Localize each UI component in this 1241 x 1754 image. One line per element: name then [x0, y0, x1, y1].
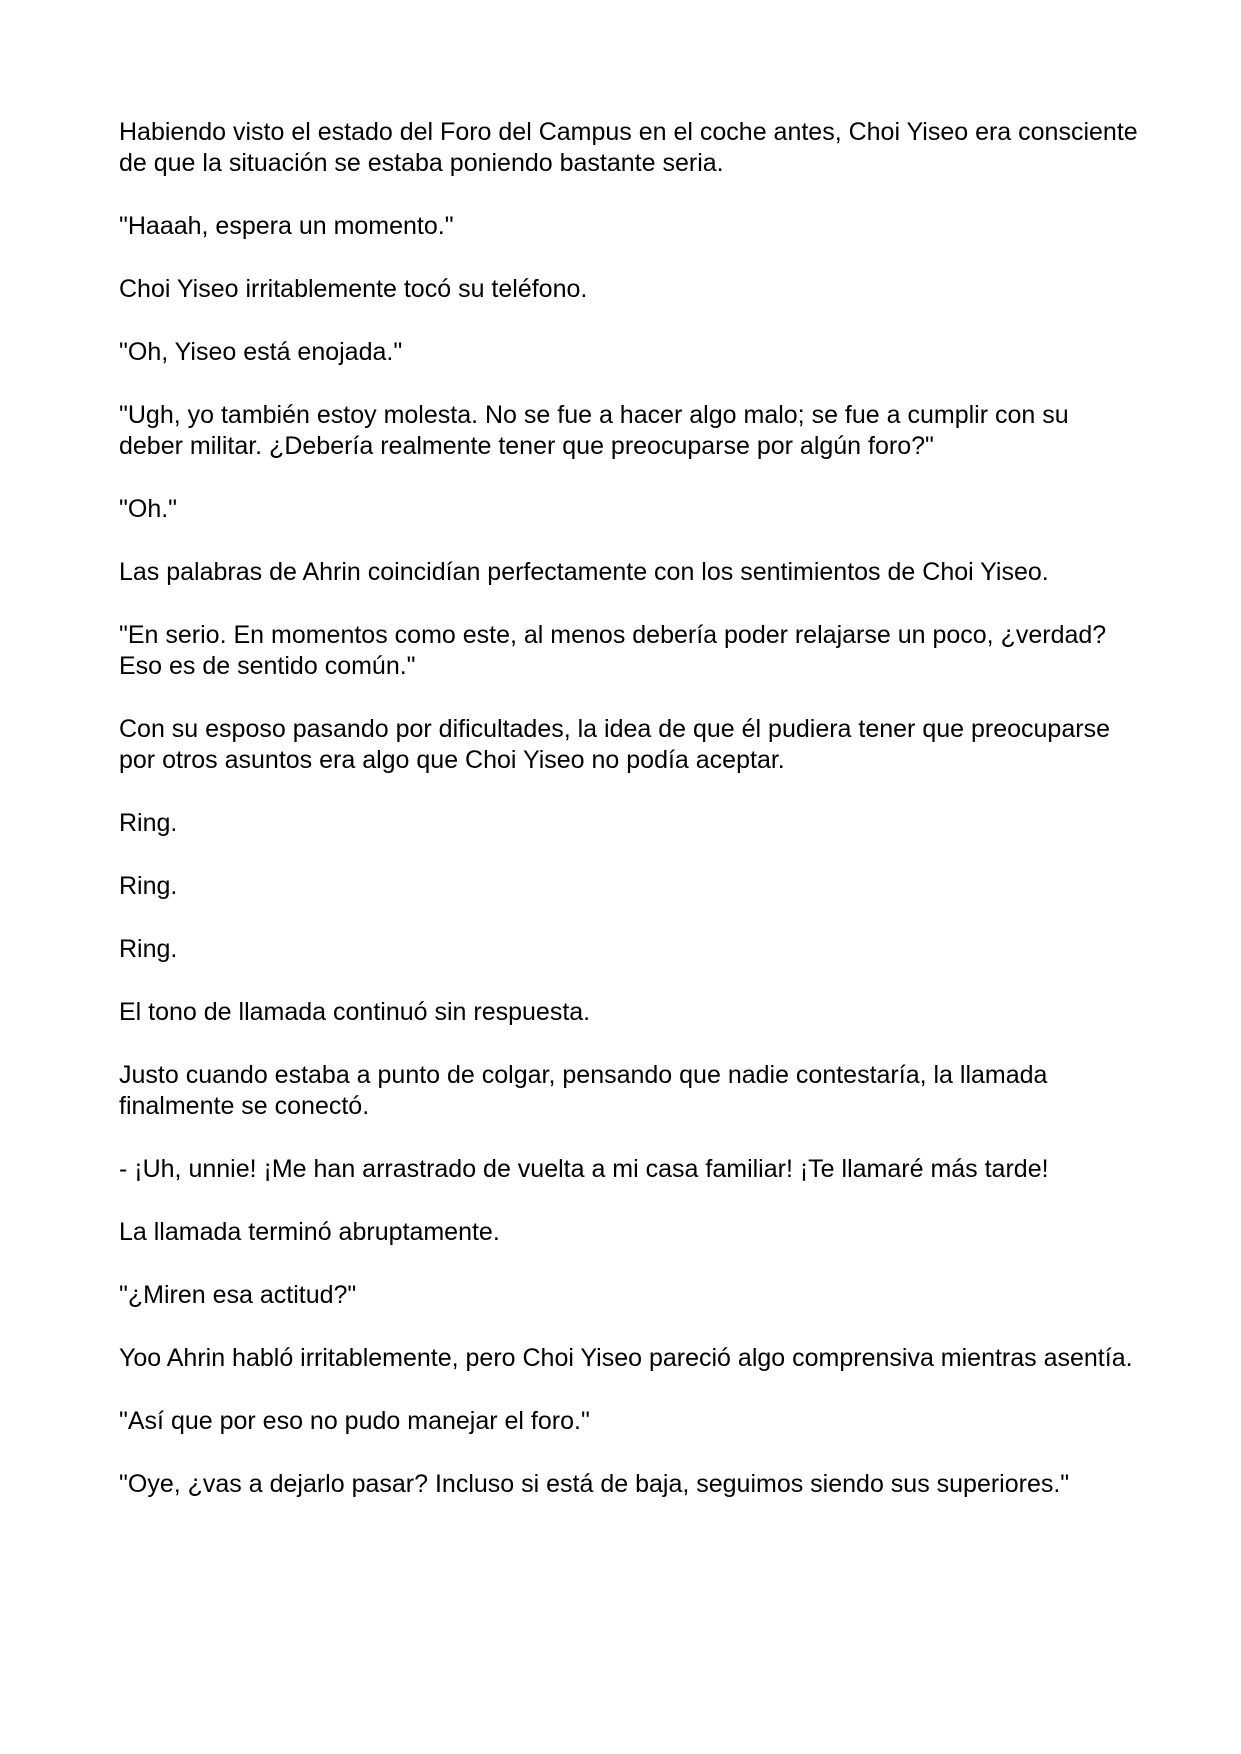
paragraph-16: La llamada terminó abruptamente. — [119, 1218, 500, 1246]
paragraph-18: Yoo Ahrin habló irritablemente, pero Choi Yiseo pareció algo comprensiva mientras asentía. — [119, 1344, 1133, 1372]
paragraph-1: Habiendo visto el estado del Foro del Campus en el coche antes, Choi Yiseo era consciente de que la situación se estaba poniendo bastante seria. — [119, 118, 1138, 177]
paragraph-17: "¿Miren esa actitud?" — [119, 1281, 357, 1309]
paragraph-2: "Haaah, espera un momento." — [119, 212, 454, 240]
paragraph-12: Ring. — [119, 935, 178, 963]
paragraph-15: - ¡Uh, unnie! ¡Me han arrastrado de vuelta a mi casa familiar! ¡Te llamaré más tarde! — [119, 1155, 1049, 1183]
paragraph-10: Ring. — [119, 809, 178, 837]
paragraph-8: "En serio. En momentos como este, al menos debería poder relajarse un poco, ¿verdad? Eso es de sentido común." — [119, 621, 1107, 680]
paragraph-5: "Ugh, yo también estoy molesta. No se fue a hacer algo malo; se fue a cumplir con su deber militar. ¿Debería realmente tener que preocuparse por algún foro?" — [119, 401, 1069, 460]
paragraph-20: "Oye, ¿vas a dejarlo pasar? Incluso si está de baja, seguimos siendo sus superiores." — [119, 1470, 1070, 1498]
paragraph-14: Justo cuando estaba a punto de colgar, pensando que nadie contestaría, la llamada finalmente se conectó. — [119, 1061, 1048, 1120]
paragraph-4: "Oh, Yiseo está enojada." — [119, 338, 403, 366]
paragraph-6: "Oh." — [119, 495, 178, 523]
paragraph-7: Las palabras de Ahrin coincidían perfectamente con los sentimientos de Choi Yiseo. — [119, 558, 1049, 586]
paragraph-9: Con su esposo pasando por dificultades, la idea de que él pudiera tener que preocuparse por otros asuntos era algo que Choi Yiseo no podía aceptar. — [119, 715, 1110, 774]
paragraph-3: Choi Yiseo irritablemente tocó su teléfono. — [119, 275, 588, 303]
document-page — [119, 117, 1139, 1532]
paragraph-11: Ring. — [119, 872, 178, 900]
paragraph-19: "Así que por eso no pudo manejar el foro." — [119, 1407, 590, 1435]
paragraph-13: El tono de llamada continuó sin respuesta. — [119, 998, 591, 1026]
